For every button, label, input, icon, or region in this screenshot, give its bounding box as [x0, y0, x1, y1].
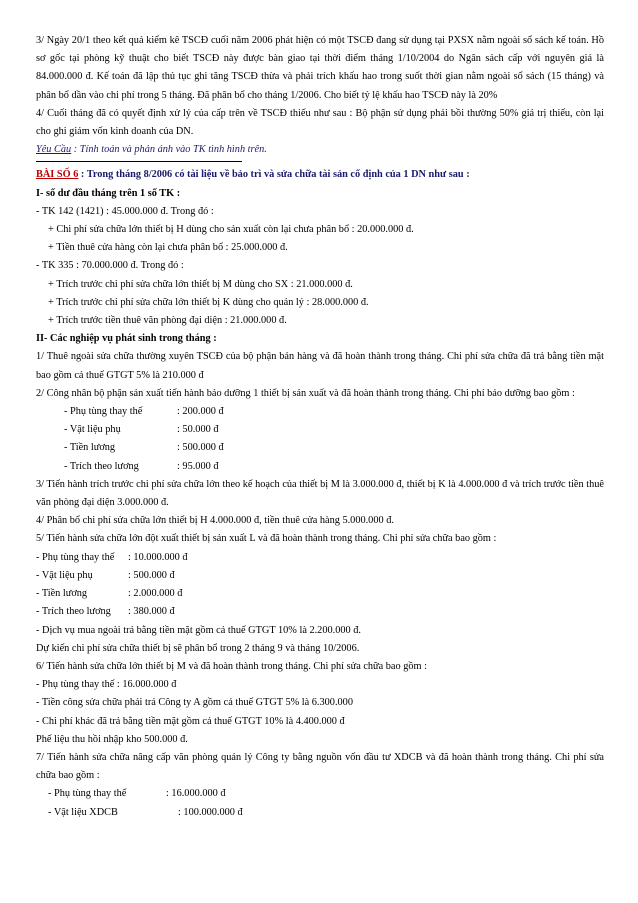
- cost-item-value: : 200.000 đ: [177, 406, 224, 418]
- cost-item-value: : 50.000 đ: [177, 424, 219, 436]
- cost-item-label: - Tiền lương: [64, 442, 116, 454]
- cost-item-value: : 500.000 đ: [177, 442, 224, 454]
- operation-3: 3/ Tiến hành trích trước chi phí sửa chữa lớn theo kế hoạch của thiết bị M là 3.000.000 đ, thiết bị K là 4.000.000 đ và trích trước tiền thuê văn phòng đại diện 3.000.000 đ.: [36, 478, 604, 509]
- cost-item-value: : 100.000.000 đ: [178, 806, 243, 818]
- cost-item-value: : 380.000 đ: [128, 606, 175, 618]
- exercise-number: BÀI SỐ 6: [36, 169, 79, 181]
- tk142-item: + Chi phí sửa chữa lớn thiết bị H dùng cho sản xuất còn lại chưa phân bổ : 20.000.000 đ.: [48, 224, 414, 236]
- tk335-line: - TK 335 : 70.000.000 đ. Trong đó :: [36, 260, 184, 272]
- cost-item-label: - Trích theo lương: [36, 606, 111, 618]
- tk142-item: + Tiền thuê cửa hàng còn lại chưa phân bổ : 25.000.000 đ.: [48, 242, 288, 254]
- document-page: [36, 32, 604, 822]
- operation-6: 6/ Tiến hành sửa chữa lớn thiết bị M và đã hoàn thành trong tháng. Chi phí sửa chữa bao gồm :: [36, 660, 427, 672]
- cost-item-label: - Vật liệu XDCB: [48, 806, 118, 818]
- operation-1: 1/ Thuê ngoài sửa chữa thường xuyên TSCĐ của bộ phận bán hàng và đã hoàn thành trong tháng. Chi phí sửa chữa đã trả bằng tiền mặt bao gồm cả thuế GTGT 5% là 210.000 đ: [36, 351, 604, 381]
- tk335-item: + Trích trước chi phí sửa chữa lớn thiết bị K dùng cho quản lý : 28.000.000 đ.: [48, 296, 369, 308]
- operation-6-item: - Chi phí khác đã trả bằng tiền mặt gồm cả thuế GTGT 10% là 4.400.000 đ: [36, 715, 345, 727]
- separator-line: [36, 161, 242, 162]
- cost-item-value: : 2.000.000 đ: [128, 588, 183, 600]
- cost-item: [36, 804, 604, 822]
- exercise-heading: [36, 166, 604, 184]
- cost-item-value: : 16.000.000 đ: [166, 788, 226, 800]
- cost-item-value: : 500.000 đ: [128, 569, 175, 581]
- operation-5-extra: Dự kiến chi phí sửa chữa thiết bị sẽ phân bổ trong 2 tháng 9 và tháng 10/2006.: [36, 642, 360, 654]
- operation-7: 7/ Tiến hành sửa chữa nâng cấp văn phòng quản lý Công ty bằng nguồn vốn đầu tư XDCB và đã hoàn thành trong tháng. Chi phí sửa chữa bao gồm :: [36, 751, 604, 782]
- operation-6-item: Phế liệu thu hồi nhập kho 500.000 đ.: [36, 733, 188, 745]
- requirement-line: [36, 141, 604, 159]
- cost-item-label: - Vật liệu phụ: [64, 424, 121, 436]
- operation-5-extra: - Dịch vụ mua ngoài trả bằng tiền mặt gồm cả thuế GTGT 10% là 2.200.000 đ.: [36, 624, 361, 636]
- cost-item-label: - Phụ tùng thay thế: [36, 551, 115, 563]
- tk335-item: + Trích trước chi phí sửa chữa lớn thiết bị M dùng cho SX : 21.000.000 đ.: [48, 278, 353, 290]
- operation-2: 2/ Công nhân bộ phận sản xuất tiến hành bảo dưỡng 1 thiết bị sản xuất và đã hoàn thành trong tháng. Chi phí bảo dưỡng bao gồm :: [36, 387, 575, 399]
- operation-6-item: - Tiền công sửa chữa phải trả Công ty A gồm cả thuế GTGT 5% là 6.300.000: [36, 697, 353, 709]
- cost-item-label: - Phụ tùng thay thế: [64, 406, 143, 418]
- paragraph-4: 4/ Cuối tháng đã có quyết định xử lý của cấp trên về TSCĐ thiếu như sau : Bộ phận sử dụng phải bồi thường 50% giá trị thiếu, còn lại cho ghi giảm vốn kinh doanh của DN.: [36, 107, 604, 138]
- cost-item-value: : 95.000 đ: [177, 460, 219, 472]
- operation-6-item: - Phụ tùng thay thế : 16.000.000 đ: [36, 679, 177, 691]
- cost-item-label: - Trích theo lương: [64, 460, 139, 472]
- paragraph-3: 3/ Ngày 20/1 theo kết quả kiểm kê TSCĐ cuối năm 2006 phát hiện có một TSCĐ đang sử dụng tại PXSX nằm ngoài sổ sách kế toán. Hồ sơ gốc tại phòng kỹ thuật cho biết TSCĐ này được bàn giao tại thời điểm tháng 1/10/2004 do Ngân sách cấp với nguyên giá là 84.000.000 đ. Kế toán đã lập thủ tục ghi tăng TSCĐ thừa và phải trích khấu hao trong suốt thời gian nằm ngoài sổ sách (15 tháng) và phân bổ dần vào chi phí trong 5 tháng. Đã phân bổ cho tháng 1/2006. Cho biết tỷ lệ khấu hao TSCĐ này là 20%: [36, 35, 604, 101]
- cost-item: [36, 458, 604, 476]
- operation-5: 5/ Tiến hành sửa chữa lớn đột xuất thiết bị sản xuất L và đã hoàn thành trong tháng. Chi phí sửa chữa bao gồm :: [36, 533, 497, 545]
- cost-item: [36, 603, 604, 621]
- cost-item-label: - Vật liệu phụ: [36, 569, 93, 581]
- exercise-title: : Trong tháng 8/2006 có tài liệu về bảo trì và sửa chữa tài sản cố định của 1 DN như sau :: [78, 169, 470, 181]
- requirement-label: Yêu Cầu: [36, 144, 72, 156]
- cost-item-label: - Phụ tùng thay thế: [48, 788, 127, 800]
- tk142-line: - TK 142 (1421) : 45.000.000 đ. Trong đó :: [36, 205, 214, 217]
- cost-item: [36, 421, 604, 439]
- section-1-heading: I- số dư đầu tháng trên 1 số TK :: [36, 187, 181, 199]
- operation-4: 4/ Phân bổ chi phí sửa chữa lớn thiết bị H 4.000.000 đ, tiền thuê cửa hàng 5.000.000 đ.: [36, 515, 394, 527]
- cost-item: [36, 567, 604, 585]
- cost-item-value: : 10.000.000 đ: [128, 551, 188, 563]
- section-2-heading: II- Các nghiệp vụ phát sinh trong tháng :: [36, 333, 217, 345]
- cost-item: [36, 549, 604, 567]
- cost-item: [36, 439, 604, 457]
- cost-item: [36, 585, 604, 603]
- cost-item-label: - Tiền lương: [36, 588, 88, 600]
- cost-item: [36, 785, 604, 803]
- tk335-item: + Trích trước tiền thuê văn phòng đại diện : 21.000.000 đ.: [48, 315, 287, 327]
- requirement-text: : Tính toán và phản ánh vào TK tình hình trên.: [71, 144, 267, 156]
- cost-item: [36, 403, 604, 421]
